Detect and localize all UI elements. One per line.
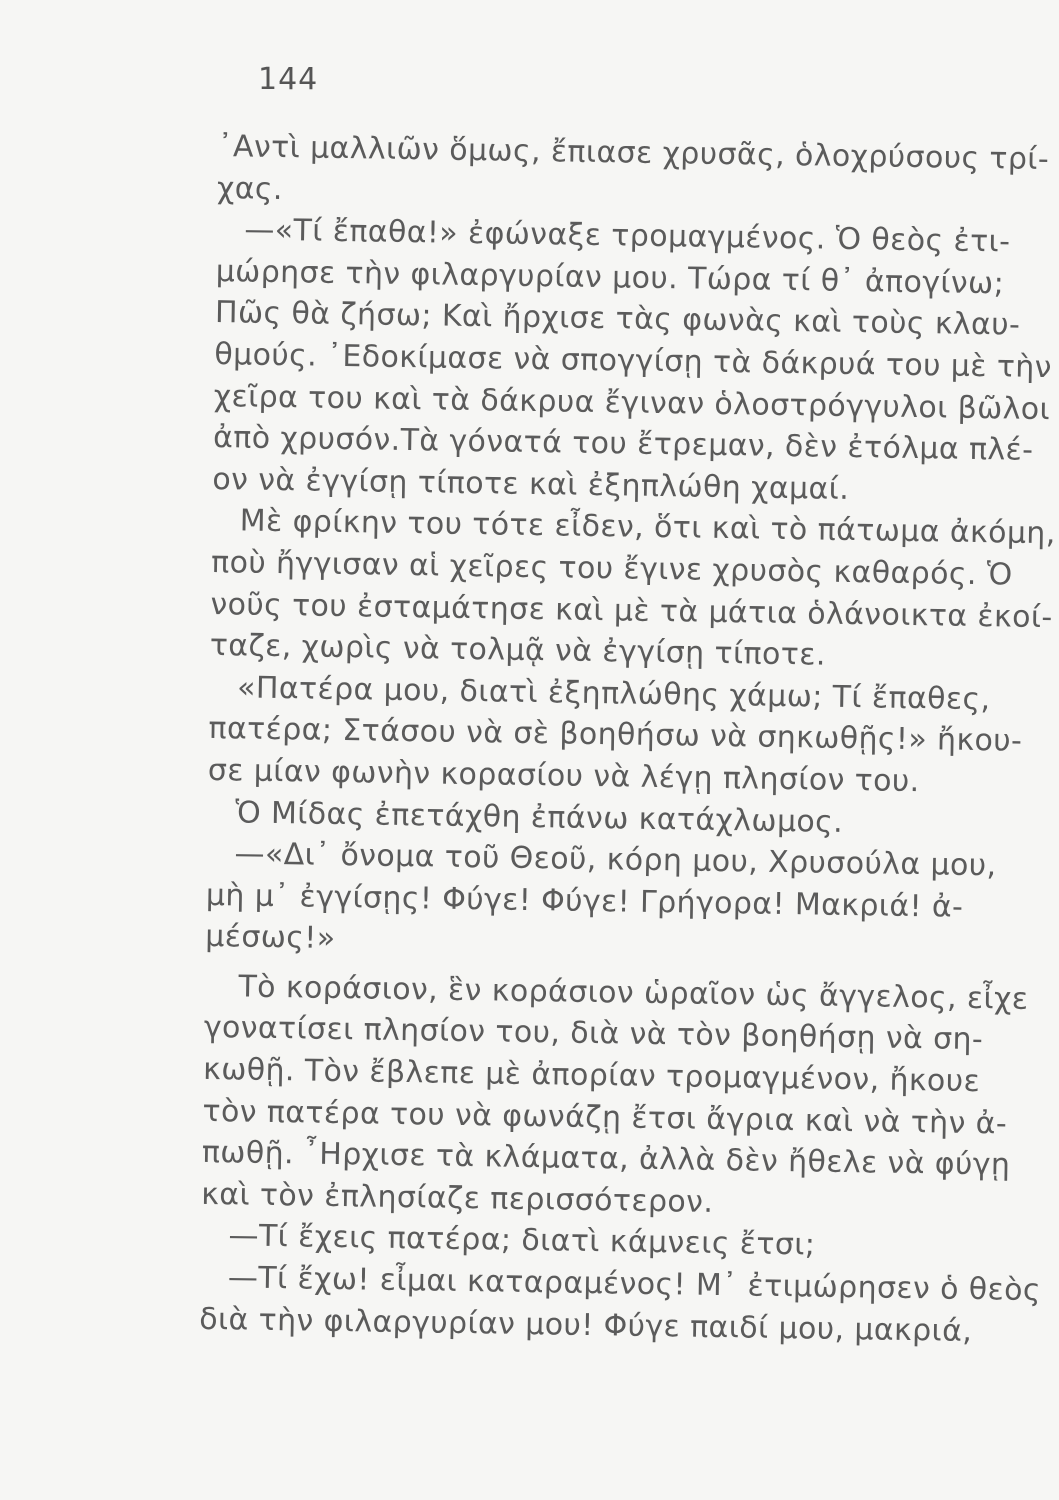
text-line: Τὸ κοράσιον, ἓν κοράσιον ὡραῖον ὡς ἄγγελος, εἶχε: [238, 969, 1029, 1017]
text-line: —«Δι᾿ ὄνομα τοῦ Θεοῦ, κόρη μου, Χρυσούλα μου,: [234, 836, 997, 884]
text-line: διὰ τὴν φιλαργυρίαν μου! Φύγε παιδί μου, μακριά,: [198, 1301, 973, 1349]
text-line: —Τί ἔχω! εἶμαι καταραμένος! Μ᾿ ἐτιμώρησεν ὁ θεὸς: [227, 1260, 1042, 1309]
text-line: Ὁ Μίδας ἐπετάχθη ἐπάνω κατάχλωμος.: [234, 794, 844, 840]
text-line: μώρησε τὴν φιλαργυρίαν μου. Τώρα τί θ᾿ ἀπογίνω;: [215, 253, 1005, 302]
text-line: χεῖρα του καὶ τὰ δάκρυα ἔγιναν ὁλοστρόγγυλοι βῶλοι: [213, 378, 1051, 427]
text-line: ᾿Αντὶ μαλλιῶν ὅμως, ἔπιασε χρυσᾶς, ὁλοχρύσους τρί-: [217, 128, 1050, 178]
text-line: —«Τί ἔπαθα!» ἐφώναξε τρομαγμένος. Ὁ θεὸς ἐτι-: [244, 212, 1011, 260]
text-line: ποὺ ἤγγισαν αἱ χεῖρες του ἔγινε χρυσὸς καθαρός. Ὁ: [210, 544, 1013, 593]
text-line: σε μίαν φωνὴν κορασίου νὰ λέγῃ πλησίον του.: [207, 752, 920, 800]
text-line: νοῦς του ἐσταμάτησε καὶ μὲ τὰ μάτια ὁλάνοικτα ἐκοί-: [210, 586, 1053, 635]
text-line: ἀπὸ χρυσόν.Τὰ γόνατά του ἔτρεμαν, δὲν ἐτόλμα πλέ-: [212, 420, 1034, 469]
text-line: τὸν πατέρα του νὰ φωνάζῃ ἔτσι ἄγρια καὶ νὰ τὴν ἀ-: [202, 1093, 1008, 1142]
page-number: 144: [258, 62, 319, 97]
text-line: ον νὰ ἐγγίσῃ τίποτε καὶ ἐξηπλώθη χαμαί.: [212, 461, 850, 507]
text-line: —Τί ἔχεις πατέρα; διατὶ κάμνεις ἔτσι;: [228, 1218, 816, 1263]
text-line: γονατίσει πλησίον του, διὰ νὰ τὸν βοηθήσῃ νὰ ση-: [203, 1010, 984, 1058]
text-line: μέσως!»: [204, 919, 336, 957]
text-line: Μὲ φρίκην του τότε εἶδεν, ὅτι καὶ τὸ πάτωμα ἀκόμη,: [239, 503, 1056, 552]
text-line: πωθῇ. ῏Ηρχισε τὰ κλάματα, ἀλλὰ δὲν ἤθελε νὰ φύγῃ: [201, 1135, 1011, 1183]
text-line: ταζε, χωρὶς νὰ τολμᾷ νὰ ἐγγίσῃ τίποτε.: [209, 628, 827, 673]
text-line: κωθῇ. Τὸν ἔβλεπε μὲ ἀπορίαν τρομαγμένον, ἤκουε: [202, 1051, 981, 1100]
text-line: χας.: [216, 170, 284, 207]
text-line: καὶ τὸν ἐπλησίαζε περισσότερον.: [200, 1176, 714, 1220]
text-line: μὴ μ᾿ ἐγγίσῃς! Φύγε! Φύγε! Γρήγορα! Μακριά! ἀ-: [205, 877, 964, 925]
text-line: Πῶς θὰ ζήσω; Καὶ ἤρχισε τὰς φωνὰς καὶ τοὺς κλαυ-: [214, 295, 1021, 343]
text-line: πατέρα; Στάσου νὰ σὲ βοηθήσω νὰ σηκωθῇς!» ἤκου-: [208, 711, 1023, 760]
body-text: [198, 126, 1056, 1352]
text-line: «Πατέρα μου, διατὶ ἐξηπλώθης χάμω; Τί ἔπαθες,: [236, 670, 991, 717]
text-line: θμούς. ᾿Εδοκίμασε νὰ σπογγίσῃ τὰ δάκρυά του μὲ τὴν: [214, 336, 1053, 386]
